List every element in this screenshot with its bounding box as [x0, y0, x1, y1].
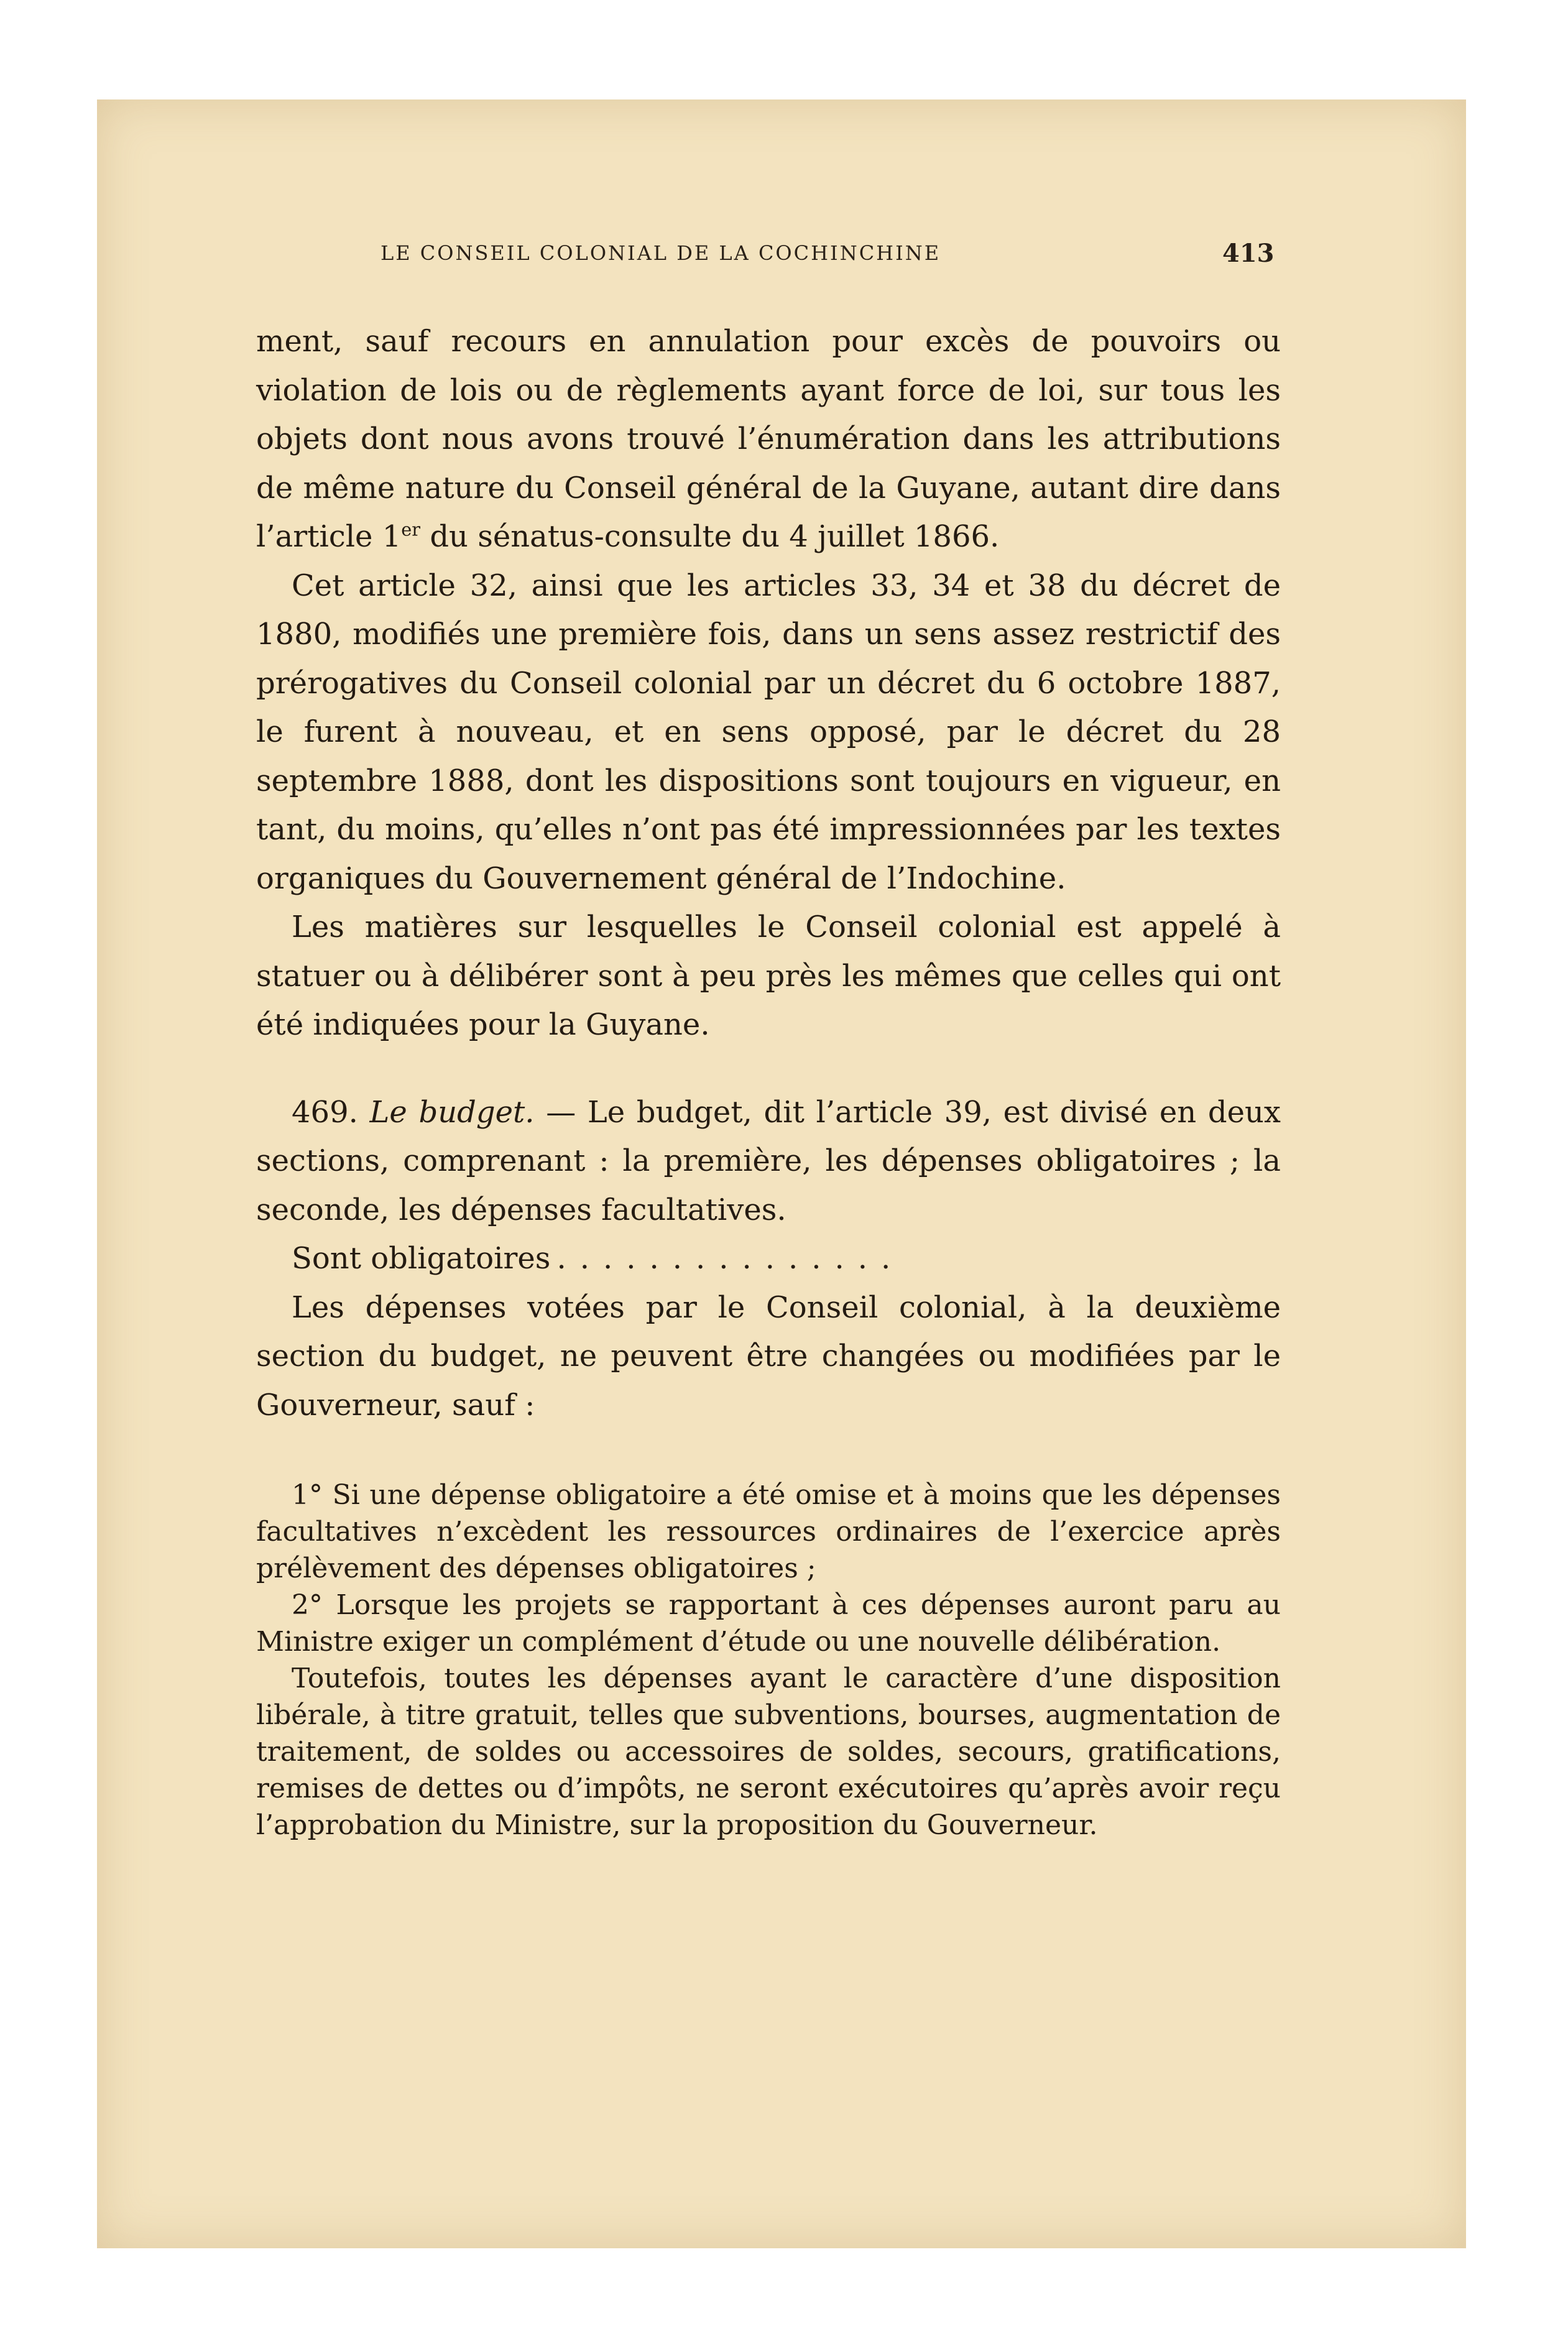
book-page — [97, 99, 1466, 2248]
quoted-provisions — [256, 1477, 1281, 1844]
superscript: er — [401, 519, 421, 540]
paragraph-obligatoires — [256, 1234, 1281, 1283]
paragraph-budget: 469. Le budget. — Le budget, dit l’article 39, est divisé en deux sections, comprenant : la première, les dépenses obligatoires ; la seconde, les dépenses facultatives. — [256, 1094, 1281, 1227]
section-gap — [256, 1050, 1281, 1088]
provision-2: 2° Lorsque les projets se rapportant à ces dépenses auront paru au Ministre exiger un complément d’étude ou une nouvelle délibération. — [256, 1589, 1281, 1658]
elision-dots: ............... — [556, 1241, 905, 1276]
paragraph-depenses-votees: Les dépenses votées par le Conseil colonial, à la deuxième section du budget, ne peuvent être changées ou modifiées par le Gouverneur, sauf : — [256, 1290, 1281, 1423]
provision-1: 1° Si une dépense obligatoire a été omise et à moins que les dépenses facultatives n’excèdent les ressources ordinaires de l’exercice après prélèvement des dépenses obligatoires ; — [256, 1479, 1281, 1584]
obligatoires-label: Sont obligatoires — [292, 1241, 551, 1276]
page-number: 413 — [1222, 239, 1275, 268]
running-head: LE CONSEIL COLONIAL DE LA COCHINCHINE — [380, 241, 941, 265]
paragraph-continuation: ment, sauf recours en annulation pour excès de pouvoirs ou violation de lois ou de règlements ayant force de loi, sur tous les objets dont nous avons trouvé l’énumération dans les attributions de même nature du Conseil général de la Guyane, autant dire dans l’article 1er du sénatus-consulte du 4 juillet 1866. — [256, 324, 1281, 554]
section-number: 469. — [292, 1094, 370, 1130]
page-content — [256, 317, 1281, 1844]
paragraph-matieres: Les matières sur lesquelles le Conseil colonial est appelé à statuer ou à délibérer sont à peu près les mêmes que celles qui ont été indiquées pour la Guyane. — [256, 910, 1281, 1042]
section-title: Le budget. — [369, 1094, 535, 1130]
page-header — [97, 241, 1466, 279]
main-text — [256, 317, 1281, 1429]
paragraph-article-32: Cet article 32, ainsi que les articles 33, 34 et 38 du décret de 1880, modifiés une première fois, dans un sens assez restrictif des prérogatives du Conseil colonial par un décret du 6 octobre 1887, le furent à nouveau, et en sens opposé, par le décret du 28 septembre 1888, dont les dispositions sont toujours en vigueur, en tant, du moins, qu’elles n’ont pas été impressionnées par les textes organiques du Gouvernement général de l’Indochine. — [256, 568, 1281, 896]
provision-toutefois: Toutefois, toutes les dépenses ayant le caractère d’une disposition libérale, à titre gratuit, telles que subventions, bourses, augmentation de traitement, de soldes ou accessoires de soldes, secours, gratifications, remises de dettes ou d’impôts, ne seront exécutoires qu’après avoir reçu l’approbation du Ministre, sur la proposition du Gouverneur. — [256, 1663, 1281, 1841]
